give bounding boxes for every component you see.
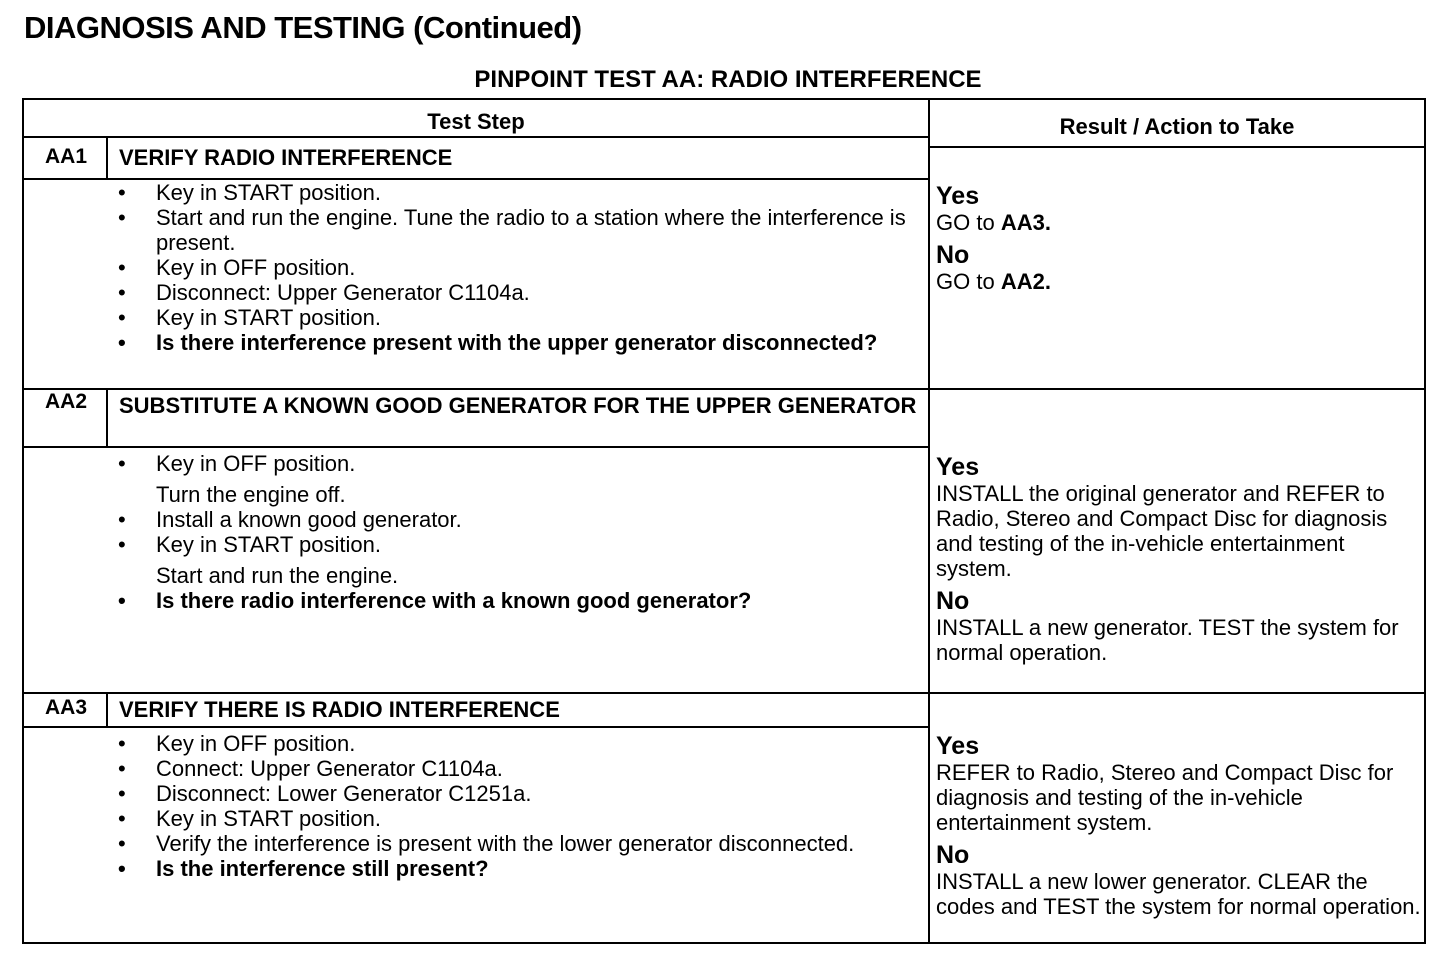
step-id: AA3 (44, 696, 87, 719)
list-item: • Key in START position. (116, 806, 926, 831)
no-label: No (936, 587, 970, 615)
no-action: INSTALL a new generator. TEST the system for normal operation. (936, 615, 1399, 665)
row-divider (24, 446, 928, 448)
no-label: No (936, 241, 970, 269)
step-list (116, 731, 926, 881)
row-divider (928, 146, 1424, 148)
result-cell (936, 732, 1424, 925)
list-item: • Is there interference present with the upper generator disconnected? (116, 330, 926, 355)
result-header: Result / Action to Take (1059, 114, 1295, 139)
row-divider (24, 136, 928, 138)
step-title: VERIFY THERE IS RADIO INTERFERENCE (119, 697, 560, 722)
result-cell (936, 453, 1424, 671)
no-target: AA2. (1000, 269, 1051, 294)
table-title: PINPOINT TEST AA: RADIO INTERFERENCE (474, 66, 982, 93)
list-item: • Start and run the engine. Tune the radio to a station where the interference is present. (116, 205, 926, 255)
result-cell (936, 182, 1424, 300)
yes-action: REFER to Radio, Stereo and Compact Disc for diagnosis and testing of the in-vehicle entertainment system. (936, 760, 1394, 835)
list-item: • Disconnect: Upper Generator C1104a. (116, 280, 926, 305)
list-item: • Key in START position. (116, 532, 926, 557)
row-divider (24, 388, 1424, 390)
step-title: VERIFY RADIO INTERFERENCE (119, 145, 453, 170)
list-item: • Key in OFF position. (116, 731, 926, 756)
list-item: • Disconnect: Lower Generator C1251a. (116, 781, 926, 806)
column-divider (928, 100, 930, 942)
yes-action: INSTALL the original generator and REFER to Radio, Stereo and Compact Disc for diagnosis and testing of the in-vehicle entertainment system. (936, 481, 1388, 581)
yes-target: AA3. (1000, 210, 1051, 235)
id-divider (106, 136, 108, 178)
list-item: • Key in OFF position. (116, 451, 926, 476)
list-item: • Key in START position. (116, 305, 926, 330)
list-item: • Is there radio interference with a known good generator? (116, 588, 926, 613)
row-divider (24, 726, 928, 728)
yes-label: Yes (936, 453, 980, 481)
step-id: AA1 (44, 145, 87, 168)
step-id: AA2 (44, 390, 87, 413)
step-list (116, 451, 926, 613)
no-action: GO to AA2. (936, 269, 1051, 294)
yes-label: Yes (936, 732, 980, 760)
yes-action: GO to AA3. (936, 210, 1051, 235)
row-divider (24, 692, 1424, 694)
list-item: • Install a known good generator. (116, 507, 926, 532)
list-item: • Connect: Upper Generator C1104a. (116, 756, 926, 781)
pinpoint-test-table (22, 98, 1426, 944)
list-item: • Verify the interference is present with the lower generator disconnected. (116, 831, 926, 856)
list-item: • Is the interference still present? (116, 856, 926, 881)
list-item: Start and run the engine. (156, 563, 399, 588)
id-divider (106, 388, 108, 446)
id-divider (106, 692, 108, 726)
page-title: DIAGNOSIS AND TESTING (Continued) (24, 10, 582, 45)
list-item: Turn the engine off. (156, 482, 346, 507)
step-title: SUBSTITUTE A KNOWN GOOD GENERATOR FOR THE UPPER GENERATOR (119, 393, 917, 418)
list-item: • Key in OFF position. (116, 255, 926, 280)
step-list (116, 180, 926, 355)
no-label: No (936, 841, 970, 869)
list-item: • Key in START position. (116, 180, 926, 205)
no-action: INSTALL a new lower generator. CLEAR the codes and TEST the system for normal operation. (936, 869, 1421, 919)
yes-label: Yes (936, 182, 980, 210)
test-step-header: Test Step (427, 109, 525, 134)
